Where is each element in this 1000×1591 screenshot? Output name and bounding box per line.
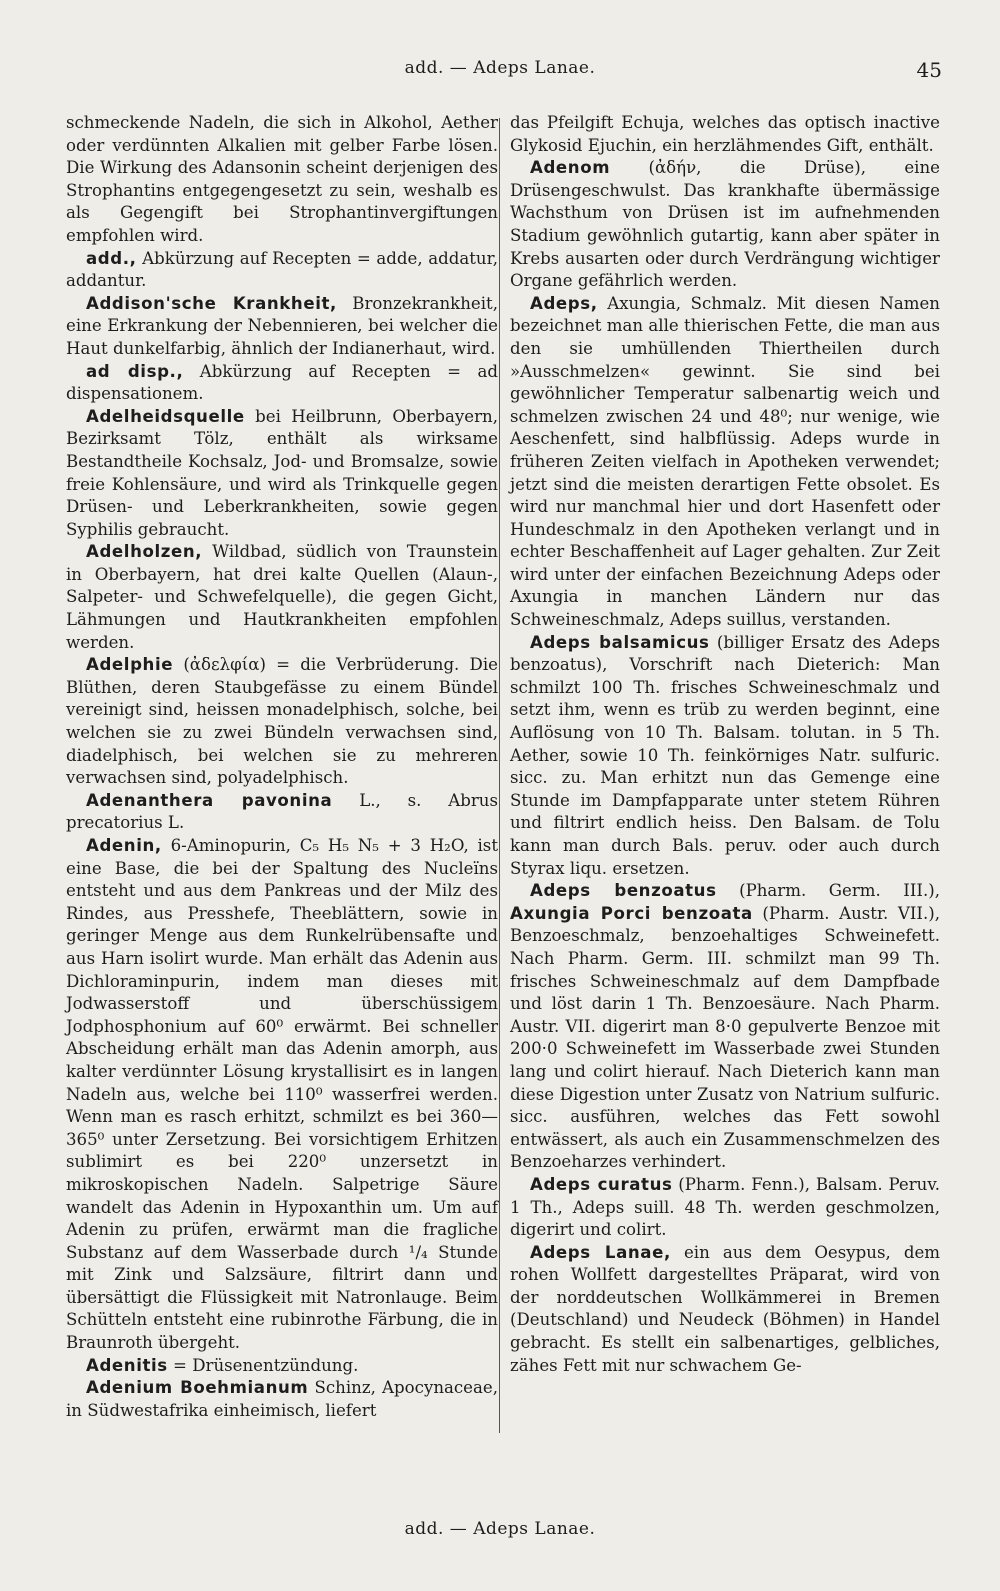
entry-adeps-benzoatus: Adeps benzoatus (Pharm. Germ. III.), Axungia Porci benzoata (Pharm. Austr. VII.), Benzoeschmalz, benzoehaltiges Schweinefett. Nach Pharm. Germ. III. schmilzt man 99 Th. frisches Schweineschmalz auf dem Dampfbade und löst darin 1 Th. Benzoesäure. Nach Pharm. Austr. VII. digerirt man 8·0 gepulverte Benzoe mit 200·0 Schweinefett im Wasserbade zwei Stunden lang und colirt hierauf. Nach Dieterich kann man diese Digestion unter Zusatz von Natrium sulfuric. sicc. ausführen, welches das Fett sowohl entwässert, als auch ein Zusammenschmelzen des Benzoeharzes verhindert.	[510, 881, 940, 1172]
headword: Adelholzen,	[86, 542, 203, 562]
headword-secondary: Axungia Porci benzoata	[510, 903, 753, 923]
left-column	[66, 112, 498, 1422]
headword: Adeps curatus	[530, 1174, 673, 1194]
headword: Adenitis	[86, 1355, 168, 1375]
entry-adenom: Adenom (ἀδήν, die Drüse), eine Drüsengeschwulst. Das krankhafte übermässige Wachsthum von Drüsen ist im aufnehmenden Stadium gewöhnlich gutartig, kann aber später in Krebs ausarten oder durch Verdrängung wichtiger Organe gefährlich werden.	[510, 158, 940, 291]
entry-continuation: schmeckende Nadeln, die sich in Alkohol, Aether oder verdünnten Alkalien mit gelber Farbe lösen. Die Wirkung des Adansonin scheint derjenigen des Strophantins entgegengesetzt zu sein, weshalb es als Gegengift bei Strophantinvergiftungen empfohlen wird.	[66, 113, 498, 245]
headword: Adenanthera pavonina	[86, 790, 333, 810]
page-number: 45	[916, 58, 942, 82]
entry-continuation: das Pfeilgift Echuja, welches das optisch inactive Glykosid Ejuchin, ein herzlähmendes Gift, enthält.	[510, 113, 940, 155]
headword: Adeps benzoatus	[530, 881, 717, 901]
entry-adelphie: Adelphie (ἀδελφία) = die Verbrüderung. Die Blüthen, deren Staubgefässe zu einem Bündel vereinigt sind, heissen monadelphisch, solche, bei welchen sie zu zwei Bündeln verwachsen sind, diadelphisch, bei welchen sie zu mehreren verwachsen sind, polyadelphisch.	[66, 655, 498, 788]
entry-adeps-balsamicus: Adeps balsamicus (billiger Ersatz des Adeps benzoatus), Vorschrift nach Dieterich: Man schmilzt 100 Th. frisches Schweineschmalz und setzt ihm, wenn es trüb zu werden beginnt, eine Auflösung von 10 Th. Balsam. tolutan. in 5 Th. Aether, sowie 10 Th. feinkörniges Natr. sulfuric. sicc. zu. Man erhitzt nun das Gemenge eine Stunde im Dampfapparate unter stetem Rühren und filtrirt endlich heiss. Den Balsam. de Tolu kann man durch Bals. peruv. oder auch durch Styrax liqu. ersetzen.	[510, 632, 941, 878]
entry-adeps-curatus: Adeps curatus (Pharm. Fenn.), Balsam. Peruv. 1 Th., Adeps suill. 48 Th. werden geschmolzen, digerirt und colirt.	[510, 1174, 940, 1240]
headword: Adelheidsquelle	[86, 406, 245, 426]
entry-adenanthera: Adenanthera pavonina L., s. Abrus precatorius L.	[66, 790, 498, 833]
headword: add.,	[86, 248, 137, 268]
headword: Adelphie	[86, 655, 174, 675]
headword: Adenom	[530, 158, 611, 178]
entry-adelheidsquelle: Adelheidsquelle bei Heilbrunn, Oberbayern, Bezirksamt Tölz, enthält als wirksame Bestandtheile Kochsalz, Jod- und Bromsalze, sowie freie Kohlensäure, und wird als Trinkquelle gegen Drüsen- und Leberkrankheiten, sowie gegen Syphilis gebraucht.	[66, 406, 498, 539]
headword: Adenin,	[86, 836, 162, 855]
entry-adenin: Adenin, 6-Aminopurin, C₅ H₅ N₅ + 3 H₂O, ist eine Base, die bei der Spaltung des Nucleïns entsteht und aus dem Pankreas und der Milz des Rindes, aus Presshefe, Theeblättern, sowie in geringer Menge aus dem Runkelrübensafte und aus Harn isolirt wurde. Man erhält das Adenin aus Dichloraminpurin, indem man dieses mit Jodwasserstoff und überschüssigem Jodphosphonium auf 60⁰ erwärmt. Bei schneller Abscheidung erhält man das Adenin amorph, aus kalter verdünnter Lösung krystallisirt es in langen Nadeln aus, welche bei 110⁰ wasserfrei werden. Wenn man es rasch erhitzt, schmilzt es bei 360—365⁰ unter Zersetzung. Bei vorsichtigem Erhitzen sublimirt es bei 220⁰ unzersetzt in mikroskopischen Nadeln. Salpetrige Säure wandelt das Adenin in Hypoxanthin um. Um auf Adenin zu prüfen, erwärmt man die fragliche Substanz auf dem Wasserbade durch ¹/₄ Stunde mit Zink und Salzsäure, filtrirt dann und übersättigt die Flüssigkeit mit Natronlauge. Beim Schütteln entsteht eine rubinrothe Färbung, die in Braunroth übergeht.	[66, 836, 498, 1353]
headword: Adeps balsamicus	[530, 632, 710, 652]
headword: Adeps,	[530, 293, 598, 313]
entry-add: add., Abkürzung auf Recepten = adde, addatur, addantur.	[66, 248, 498, 291]
entry-adenium: Adenium Boehmianum Schinz, Apocynaceae, in Südwestafrika einheimisch, liefert	[66, 1378, 498, 1420]
running-header: add. — Adeps Lanae.	[404, 58, 596, 78]
entry-adeps-lanae: Adeps Lanae, ein aus dem Oesypus, dem rohen Wollfett dargestelltes Präparat, wird von der norddeutschen Wollkämmerei in Bremen (Deutschland) und Neudeck (Böhmen) in Handel gebracht. Es stellt ein salbenartiges, gelbliches, zähes Fett mit nur schwachem Ge-	[510, 1242, 941, 1375]
headword: Adenium Boehmianum	[86, 1378, 309, 1398]
entry-addison: Addison'sche Krankheit, Bronzekrankheit, eine Erkrankung der Nebennieren, bei welcher die Haut dunkelfarbig, ähnlich der Indianerhaut, wird.	[66, 293, 498, 358]
right-column	[510, 112, 940, 1377]
headword: Adeps Lanae,	[530, 1242, 671, 1262]
entry-adeps: Adeps, Axungia, Schmalz. Mit diesen Namen bezeichnet man alle thierischen Fette, die man aus den sie umhüllenden Thiertheilen durch »Ausschmelzen« gewinnt. Sie sind bei gewöhnlicher Temperatur salbenartig weich und schmelzen zwischen 24 und 48⁰; nur wenige, wie Aeschenfett, sind halbflüssig. Adeps wurde in früheren Zeiten vielfach in Apotheken verwendet; jetzt sind die meisten derartigen Fette obsolet. Es wird nur manchmal hier und dort Hasenfett oder Hundeschmalz in den Apotheken verlangt und in echter Beschaffenheit auf Lager gehalten. Zur Zeit wird unter der einfachen Bezeichnung Adeps oder Axungia in manchen Ländern nur das Schweineschmalz, Adeps suillus, verstanden.	[510, 293, 940, 630]
headword: ad disp.,	[86, 361, 184, 381]
entry-adelholzen: Adelholzen, Wildbad, südlich von Traunstein in Oberbayern, hat drei kalte Quellen (Alaun-, Salpeter- und Schwefelquelle), die gegen Gicht, Lähmungen und Hautkrankheiten empfohlen werden.	[66, 542, 498, 652]
entry-adenitis: Adenitis = Drüsenentzündung.	[86, 1355, 359, 1375]
entry-ad-disp: ad disp., Abkürzung auf Recepten = ad dispensationem.	[66, 361, 498, 404]
headword: Addison'sche Krankheit,	[86, 293, 337, 313]
column-divider	[499, 118, 500, 1433]
running-footer: add. — Adeps Lanae.	[404, 1519, 596, 1539]
